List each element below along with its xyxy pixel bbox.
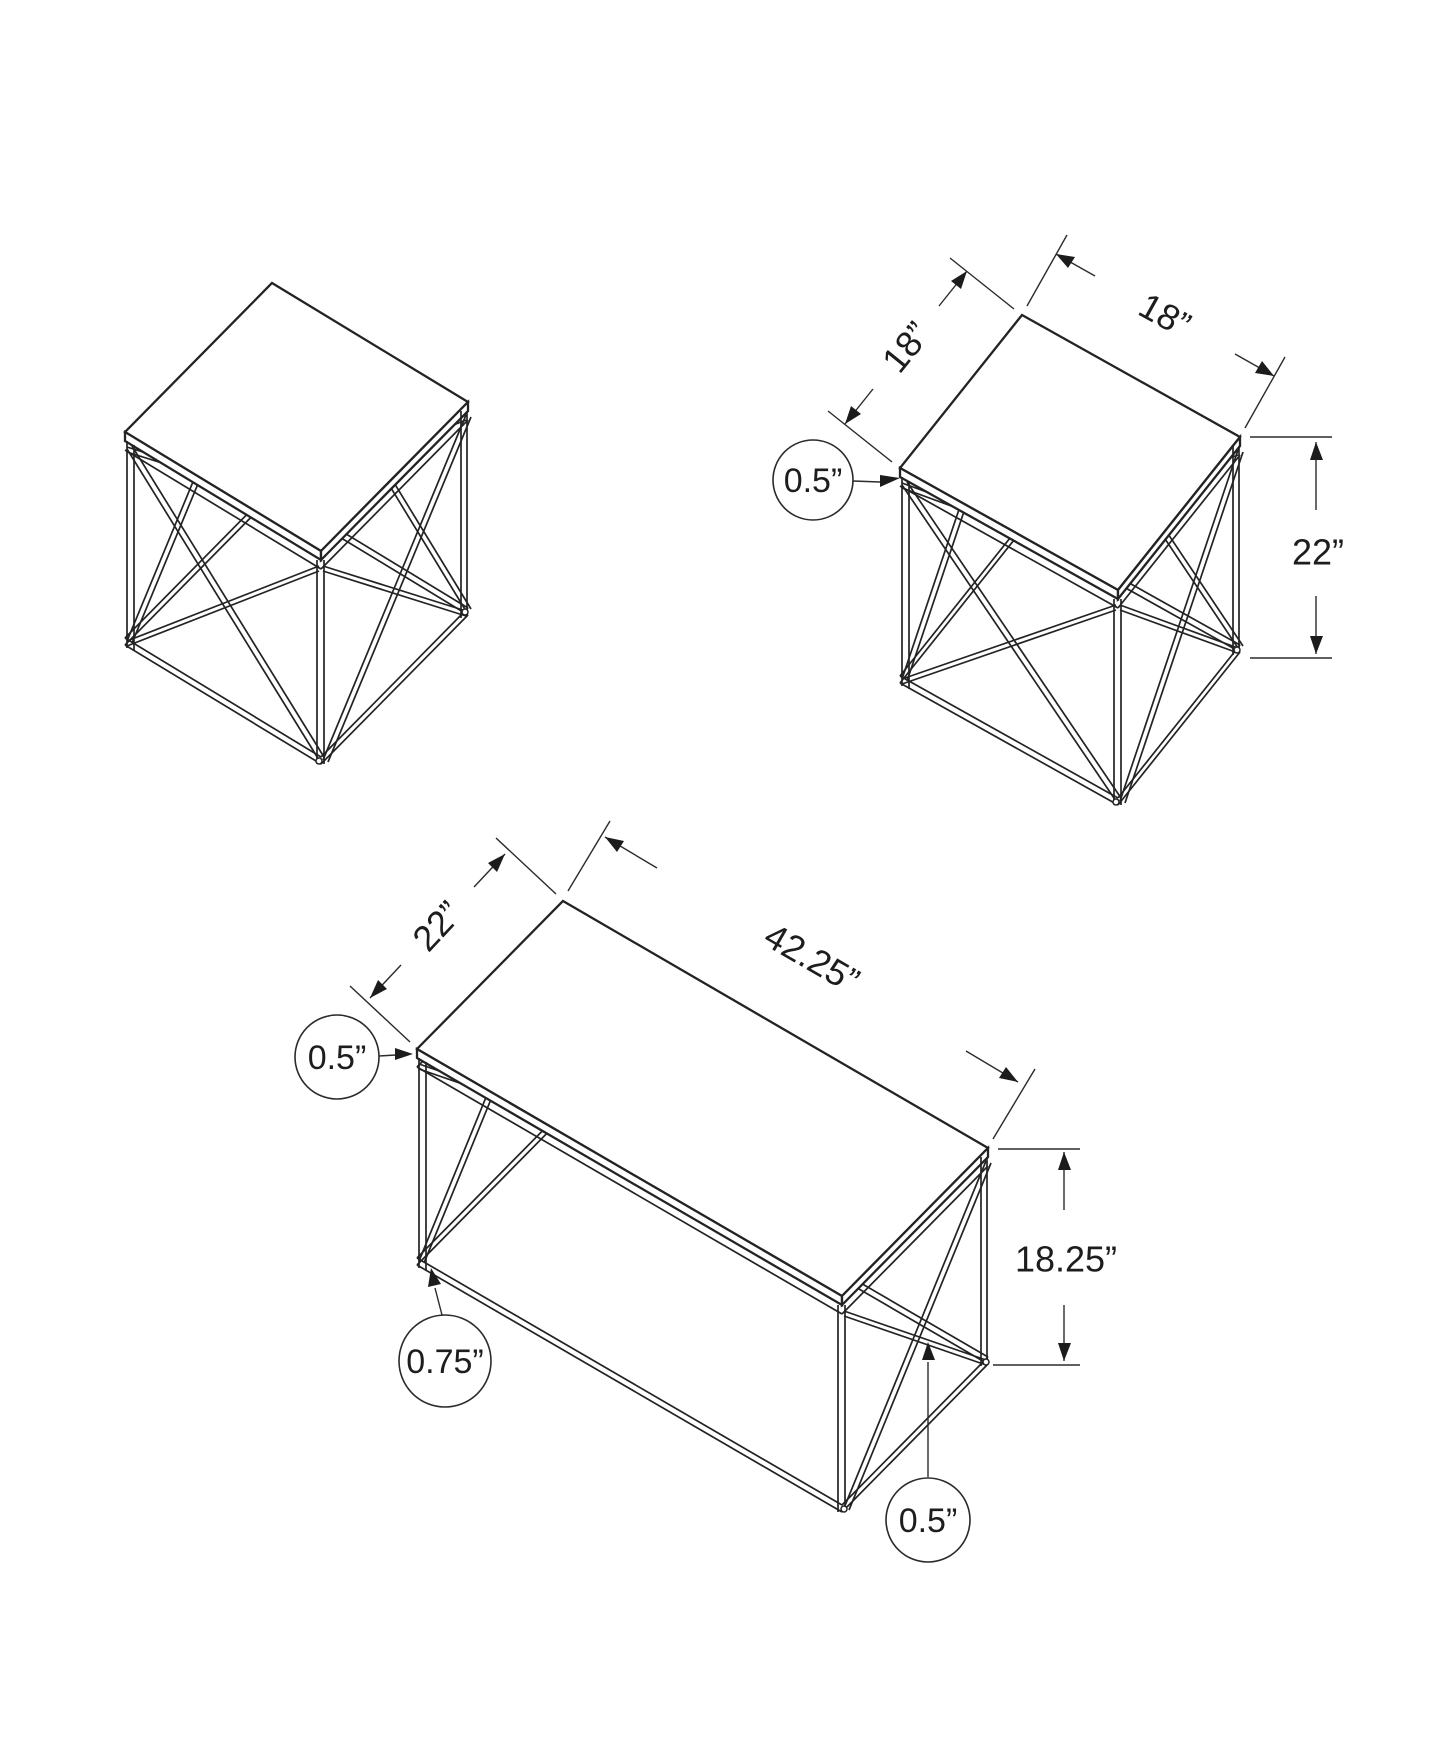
arrowhead — [845, 406, 861, 424]
arrowhead — [951, 271, 967, 289]
callout-label-coffee-table-top-thickness: 0.5” — [307, 1039, 367, 1077]
end-table-dimensioned-view — [773, 235, 1344, 805]
dimension-end-table-height — [1250, 437, 1344, 658]
arrowhead — [922, 1342, 935, 1360]
dim-label-end-table-height: 22” — [1291, 531, 1345, 573]
dim-label-coffee-table-depth: 22” — [404, 892, 470, 960]
arrowhead — [1058, 1343, 1071, 1361]
table-top-slab — [417, 901, 988, 1305]
end-table-plain-view — [125, 283, 471, 764]
foot-glide-dot — [1113, 799, 1119, 805]
coffee-table-dimensioned-view — [295, 821, 1117, 1562]
arrowhead — [1310, 442, 1323, 460]
foot-glide-dot — [1234, 647, 1240, 653]
dim-label-coffee-table-height: 18.25” — [1014, 1238, 1118, 1280]
foot-glide-dot — [316, 758, 322, 764]
arrowhead — [395, 1048, 413, 1060]
dimension-coffee-table-height — [993, 1149, 1117, 1365]
arrowhead — [1310, 636, 1323, 654]
foot-glide-dot — [983, 1359, 989, 1365]
arrowhead — [999, 1067, 1018, 1082]
arrowhead — [1255, 361, 1274, 376]
arrowhead — [605, 837, 624, 852]
foot-glide-dot — [462, 609, 468, 615]
foot-glide-dot — [841, 1506, 847, 1512]
callout-label-end-table-top-thickness: 0.5” — [783, 462, 843, 500]
callout-label-coffee-table-brace-thickness: 0.5” — [898, 1502, 958, 1540]
callout-label-coffee-table-frame-thickness: 0.75” — [406, 1343, 484, 1381]
dim-label-end-table-depth: 18” — [873, 313, 939, 381]
arrowhead — [1058, 1152, 1071, 1170]
dim-label-end-table-width: 18” — [1132, 284, 1198, 346]
arrowhead — [1056, 254, 1075, 268]
callout-coffee-table-frame-thickness — [399, 1268, 491, 1407]
arrowhead — [880, 475, 900, 487]
callout-end-table-top-thickness — [773, 440, 900, 520]
dim-label-coffee-table-width: 42.25” — [757, 914, 867, 1002]
